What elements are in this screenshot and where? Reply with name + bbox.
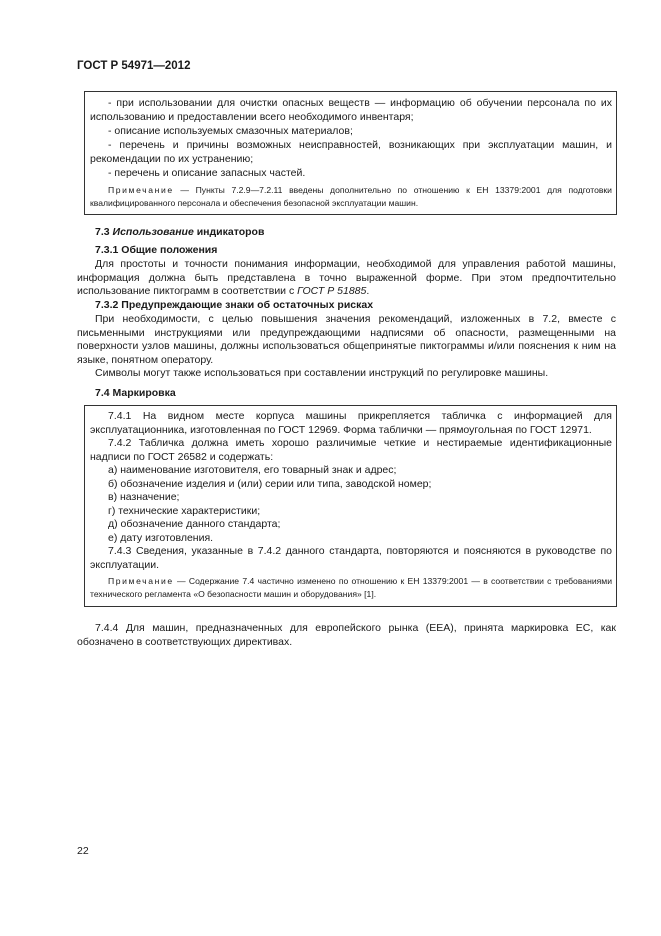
section-7-3-1-end: . [366, 285, 370, 298]
box1-note-text: — Пункты 7.2.9—7.2.11 введены дополнительно по отношению к ЕН 13379:2001 для подготовки квалифицированного персонала и обеспечения безопасной эксплуатации машин. [90, 185, 612, 208]
box2-note [90, 575, 612, 600]
section-7-3-title-italic: Использование [112, 226, 194, 238]
section-7-3-2-text2: Символы могут также использоваться при составлении инструкций по регулировке машины. [95, 367, 549, 379]
section-7-3-1-ref: ГОСТ Р 51885 [297, 285, 367, 298]
box2-note-label: Примечание [108, 576, 174, 586]
marking-item-a: а) наименование изготовителя, его товарный знак и адрес; [108, 464, 397, 476]
p-7-4-3: 7.4.3 Сведения, указанные в 7.4.2 данного стандарта, повторяются и поясняются в руководстве по эксплуатации. [90, 545, 612, 571]
section-7-3-heading [95, 226, 264, 238]
section-7-3-2-heading: 7.3.2 Предупреждающие знаки об остаточных рисках [95, 299, 374, 311]
box1-line-1: - при использовании для очистки опасных веществ — информацию об обучении персонала по их использованию и предоставлении всего необходимого инвентаря; [90, 97, 612, 123]
page-header: ГОСТ Р 54971—2012 [77, 60, 191, 72]
section-7-3-1-text [77, 258, 616, 299]
box1-line-2: - описание используемых смазочных материалов; [108, 125, 353, 137]
box1-note [90, 184, 612, 209]
box1-note-label: Примечание [108, 185, 174, 195]
box2-note-text: — Содержание 7.4 частично изменено по отношению к ЕН 13379:2001 — в соответствии с требованиями технического регламента «О безопасности машин и оборудования» [1]. [90, 576, 612, 599]
p-7-4-2: 7.4.2 Табличка должна иметь хорошо различимые четкие и нестираемые идентификационные надписи по ГОСТ 26582 и содержать: [90, 437, 612, 463]
marking-item-e: е) дату изготовления. [108, 532, 214, 544]
marking-item-d: д) обозначение данного стандарта; [108, 518, 281, 530]
section-7-3-number: 7.3 [95, 226, 110, 238]
marking-item-v: в) назначение; [108, 491, 180, 503]
marking-item-b: б) обозначение изделия и (или) серии или типа, заводской номер; [108, 478, 432, 490]
page-number: 22 [77, 845, 89, 857]
marking-item-g: г) технические характеристики; [108, 505, 261, 517]
section-7-3-1-text-main: Для простоты и точности понимания информации, необходимой для управления работой машины, информация должна быть представлена в точно выраженной форме. При этом предпочтительно использование пиктограмм в соответствии с [77, 258, 616, 298]
box1-line-3: - перечень и причины возможных неисправностей, возникающих при эксплуатации машин, и рекомендации по их устранению; [90, 139, 612, 165]
section-7-3-2-text: При необходимости, с целью повышения значения рекомендаций, изложенных в 7.2, вместе с письменными инструкциями или предупреждающими надписями об опасности, размещенными на поверхности узлов машины, должны использоваться общепринятые пиктограммы и/или пояснения к ним на языке, понятном оператору. [77, 313, 616, 366]
p-7-4-4: 7.4.4 Для машин, предназначенных для европейского рынка (ЕЕА), принята маркировка ЕС, как обозначено в соответствующих директивах. [77, 622, 616, 648]
box1-line-4: - перечень и описание запасных частей. [108, 167, 306, 179]
p-7-4-1: 7.4.1 На видном месте корпуса машины прикрепляется табличка с информацией для эксплуатационника, изготовленная по ГОСТ 12969. Форма таблички — прямоугольная по ГОСТ 12971. [90, 410, 612, 436]
section-7-3-1-heading: 7.3.1 Общие положения [95, 244, 218, 256]
section-7-4-heading: 7.4 Маркировка [95, 387, 176, 399]
section-7-3-title-rest: индикаторов [193, 226, 265, 238]
